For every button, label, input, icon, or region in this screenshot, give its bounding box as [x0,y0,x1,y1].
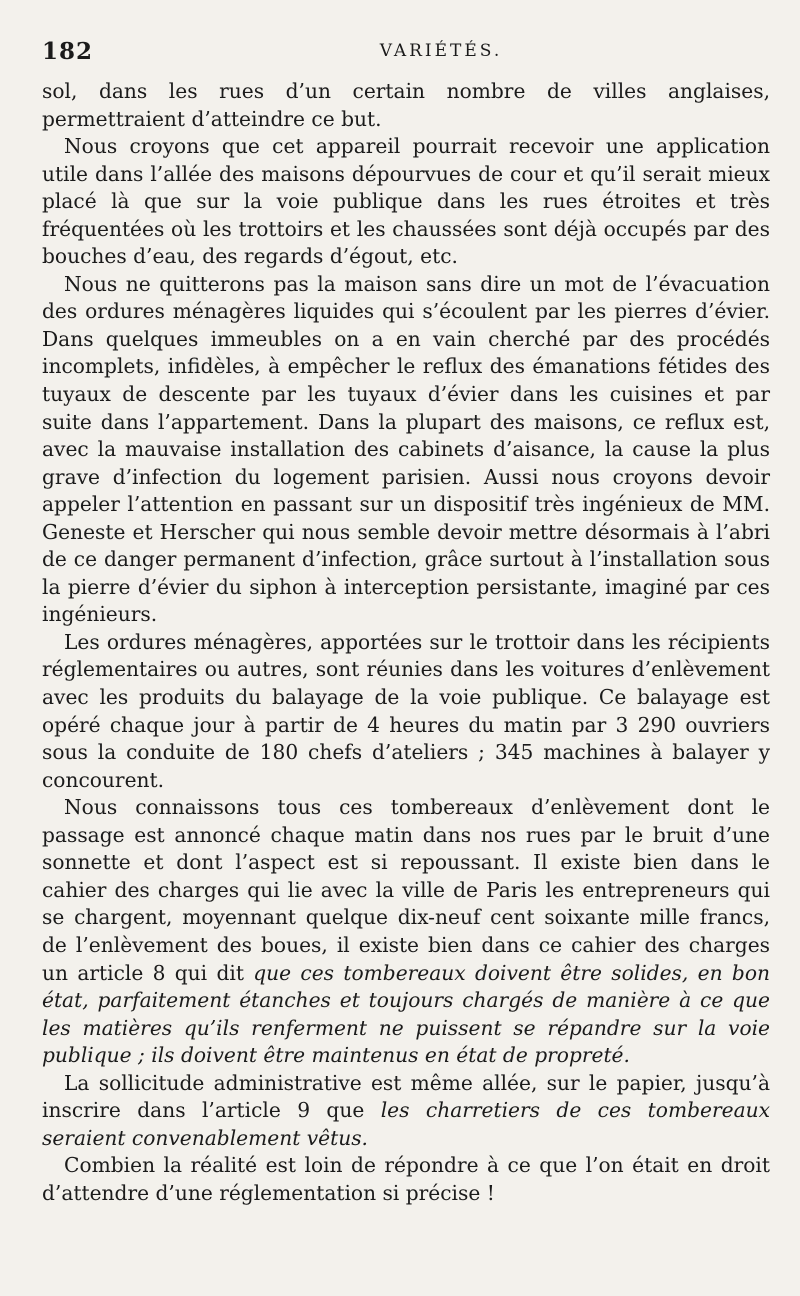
page-number: 182 [42,38,94,65]
paragraph [42,629,770,794]
body-text [42,78,770,1207]
paragraph [42,271,770,629]
paragraph [42,794,770,1069]
running-title: VARIÉTÉS. [379,41,503,61]
paragraph [42,1070,770,1153]
paragraph-text: La sollicitude administrative est même allée, sur le papier, jusqu’à inscrire dans l’article 9 que [42,1070,770,1123]
paragraph-text: Combien la réalité est loin de répondre à ce que l’on était en droit d’attendre d’une réglementation si précise ! [42,1153,770,1205]
paragraph-text: Nous croyons que cet appareil pourrait recevoir une application utile dans l’allée des maisons dépourvues de cour et qu’il serait mieux placé là que sur la voie publique dans les rues étroites et très fréquentées où les trottoirs et les chaussées sont déjà occupés par des bouches d’eau, des regards d’égout, etc. [42,134,770,269]
paragraph [42,133,770,271]
paragraph-text: Nous ne quitterons pas la maison sans dire un mot de l’évacuation des ordures ménagères liquides qui s’écoulent par les pierres d’évier. Dans quelques immeubles on a en vain cherché par des procédés incomplets, infidèles, à empêcher le reflux des émanations fétides des tuyaux de descente par les tuyaux d’évier dans les cuisines et par suite dans l’appartement. Dans la plupart des maisons, ce reflux est, avec la mauvaise installation des cabinets d’aisance, la cause la plus grave d’infection du logement parisien. Aussi nous croyons devoir appeler l’attention en passant sur un dispositif très ingénieux de MM. Geneste et Herscher qui nous semble devoir mettre désormais à l’abri de ce danger permanent d’infection, grâce surtout à l’installation sous la pierre d’évier du siphon à interception persistante, imaginé par ces ingénieurs. [42,271,770,627]
paragraph-text: Les ordures ménagères, apportées sur le trottoir dans les récipients réglementaires ou autres, sont réunies dans les voitures d’enlèvement avec les produits du balayage de la voie publique. Ce balayage est opéré chaque jour à partir de 4 heures du matin par 3 290 ouvriers sous la conduite de 180 chefs d’ateliers ; 345 machines à balayer y concourent. [42,629,770,792]
italic-quotation: les charretiers de ces tombereaux seraient convenablement vêtus. [42,1098,770,1150]
paragraph-text: Nous connaissons tous ces tombereaux d’enlèvement dont le passage est annoncé chaque matin dans nos rues par le bruit d’une sonnette et dont l’aspect est si repoussant. Il existe bien dans le cahier des charges qui lie avec la ville de Paris les entrepreneurs qui se chargent, moyennant quelque dix-neuf cent soixante mille francs, de l’enlèvement des boues, il existe bien dans ce cahier des charges un article 8 qui dit [42,795,770,985]
italic-quotation: que ces tombereaux doivent être solides, en bon état, parfaitement étanches et toujours chargés de manière à ce que les matières qu’ils renferment ne puissent se répandre sur la voie publique ; ils doivent être maintenus en état de propreté. [42,960,770,1068]
paragraph [42,78,770,133]
paragraph-text: sol, dans les rues d’un certain nombre de villes anglaises, permettraient d’atteindre ce but. [42,79,770,131]
page-header [42,38,770,78]
paragraph [42,1152,770,1207]
